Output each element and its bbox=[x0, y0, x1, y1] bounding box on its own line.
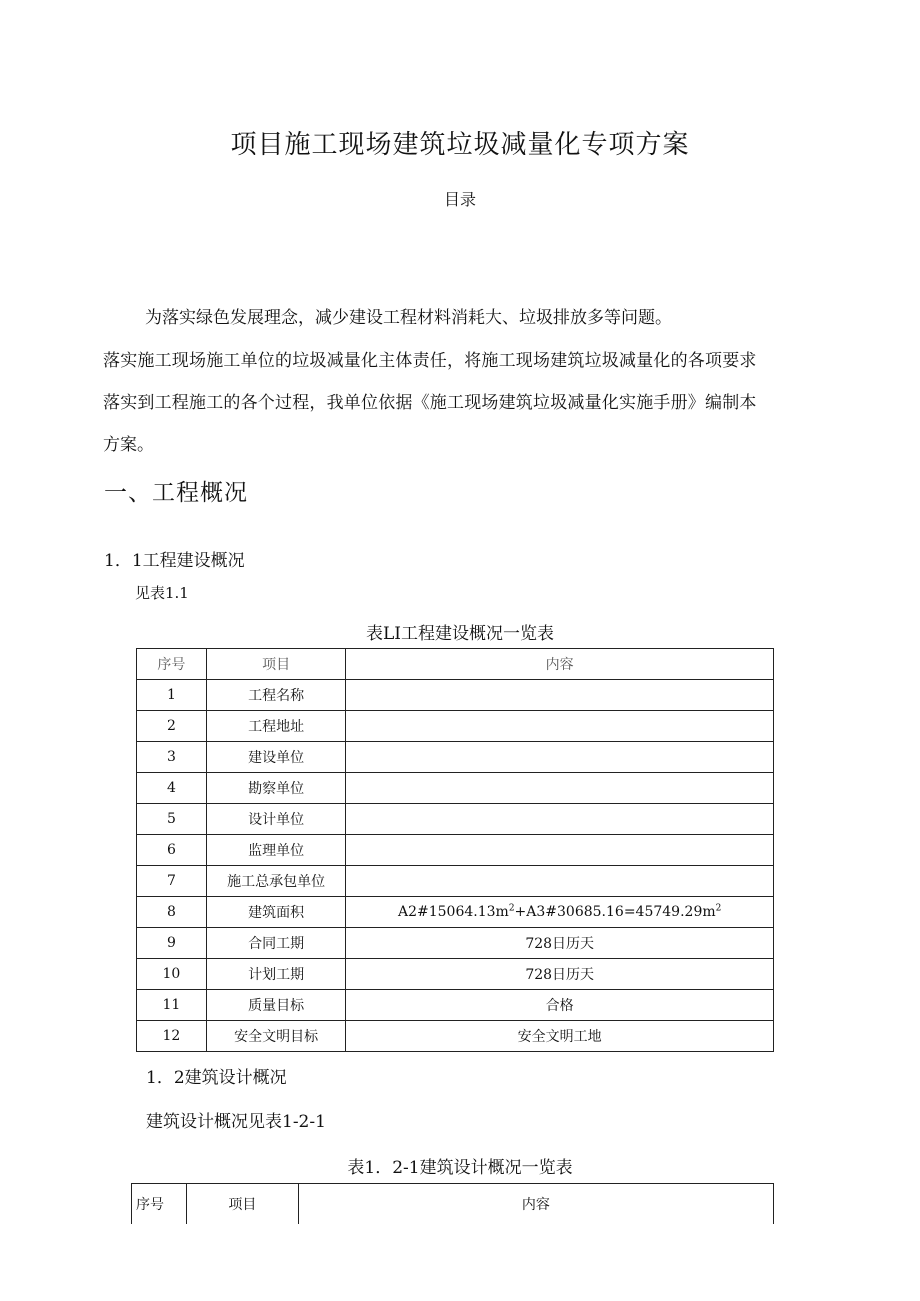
row-item: 设计单位 bbox=[206, 804, 346, 835]
table-row bbox=[137, 835, 774, 866]
table-reference-1-2-1: 建筑设计概况见表1-2-1 bbox=[146, 1112, 326, 1132]
header-content: 内容 bbox=[346, 649, 774, 680]
row-no: 8 bbox=[137, 897, 207, 928]
section-heading-overview: 一、工程概况 bbox=[104, 480, 248, 506]
table-row bbox=[137, 804, 774, 835]
row-no: 10 bbox=[137, 959, 207, 990]
table-caption-1-2-1: 表1．2-1建筑设计概况一览表 bbox=[347, 1158, 573, 1178]
table-row bbox=[137, 928, 774, 959]
row-no: 12 bbox=[137, 1021, 207, 1052]
row-content-area bbox=[346, 897, 774, 928]
subsection-heading-1-2: 1．2建筑设计概况 bbox=[146, 1068, 287, 1088]
header-content: 内容 bbox=[298, 1184, 773, 1225]
table-row bbox=[137, 959, 774, 990]
row-content: 合格 bbox=[346, 990, 774, 1021]
area-unit-sup: 2 bbox=[508, 903, 515, 914]
intro-line-2: 落实施工现场施工单位的垃圾减量化主体责任，将施工现场建筑垃圾减量化的各项要求 bbox=[103, 351, 757, 371]
row-no: 4 bbox=[137, 773, 207, 804]
row-content: 728日历天 bbox=[346, 959, 774, 990]
row-item: 计划工期 bbox=[206, 959, 346, 990]
row-content bbox=[346, 866, 774, 897]
table-row bbox=[137, 680, 774, 711]
row-content bbox=[346, 835, 774, 866]
area-unit-sup: 2 bbox=[715, 903, 722, 914]
table-row bbox=[137, 742, 774, 773]
row-no: 7 bbox=[137, 866, 207, 897]
row-no: 6 bbox=[137, 835, 207, 866]
table-row bbox=[137, 990, 774, 1021]
row-item: 施工总承包单位 bbox=[206, 866, 346, 897]
row-content bbox=[346, 680, 774, 711]
row-no: 3 bbox=[137, 742, 207, 773]
intro-line-3: 落实到工程施工的各个过程，我单位依据《施工现场建筑垃圾减量化实施手册》编制本 bbox=[103, 393, 757, 413]
table-row bbox=[137, 866, 774, 897]
table-row bbox=[137, 1021, 774, 1052]
project-overview-table bbox=[136, 648, 774, 1052]
row-item: 工程名称 bbox=[206, 680, 346, 711]
row-item: 建设单位 bbox=[206, 742, 346, 773]
area-text-b: +A3#30685.16=45749.29m bbox=[514, 904, 716, 920]
row-item: 质量目标 bbox=[206, 990, 346, 1021]
intro-line-1: 为落实绿色发展理念，减少建设工程材料消耗大、垃圾排放多等问题。 bbox=[145, 308, 672, 328]
table-caption-1-1: 表LI工程建设概况一览表 bbox=[365, 624, 554, 644]
header-no: 序号 bbox=[132, 1184, 187, 1225]
table-row bbox=[137, 711, 774, 742]
row-content bbox=[346, 773, 774, 804]
row-item: 安全文明目标 bbox=[206, 1021, 346, 1052]
row-content bbox=[346, 804, 774, 835]
row-content: 728日历天 bbox=[346, 928, 774, 959]
intro-line-4: 方案。 bbox=[103, 435, 154, 455]
header-item: 项目 bbox=[186, 1184, 298, 1225]
row-content bbox=[346, 711, 774, 742]
row-no: 2 bbox=[137, 711, 207, 742]
architecture-design-table bbox=[131, 1183, 774, 1224]
header-item: 项目 bbox=[206, 649, 346, 680]
row-content: 安全文明工地 bbox=[346, 1021, 774, 1052]
table-header-row bbox=[137, 649, 774, 680]
table-header-row bbox=[132, 1184, 774, 1225]
row-item: 工程地址 bbox=[206, 711, 346, 742]
row-item: 勘察单位 bbox=[206, 773, 346, 804]
row-no: 5 bbox=[137, 804, 207, 835]
header-no: 序号 bbox=[137, 649, 207, 680]
subsection-heading-1-1: 1．1工程建设概况 bbox=[104, 551, 245, 571]
row-no: 11 bbox=[137, 990, 207, 1021]
row-item: 监理单位 bbox=[206, 835, 346, 866]
toc-label: 目录 bbox=[443, 190, 476, 209]
table-row bbox=[137, 773, 774, 804]
row-item: 合同工期 bbox=[206, 928, 346, 959]
row-item: 建筑面积 bbox=[206, 897, 346, 928]
row-no: 1 bbox=[137, 680, 207, 711]
table-row bbox=[137, 897, 774, 928]
table-reference-1-1: 见表1.1 bbox=[135, 584, 189, 602]
document-title: 项目施工现场建筑垃圾减量化专项方案 bbox=[230, 130, 690, 160]
area-text-a: A2#15064.13m bbox=[397, 904, 509, 920]
row-no: 9 bbox=[137, 928, 207, 959]
row-content bbox=[346, 742, 774, 773]
